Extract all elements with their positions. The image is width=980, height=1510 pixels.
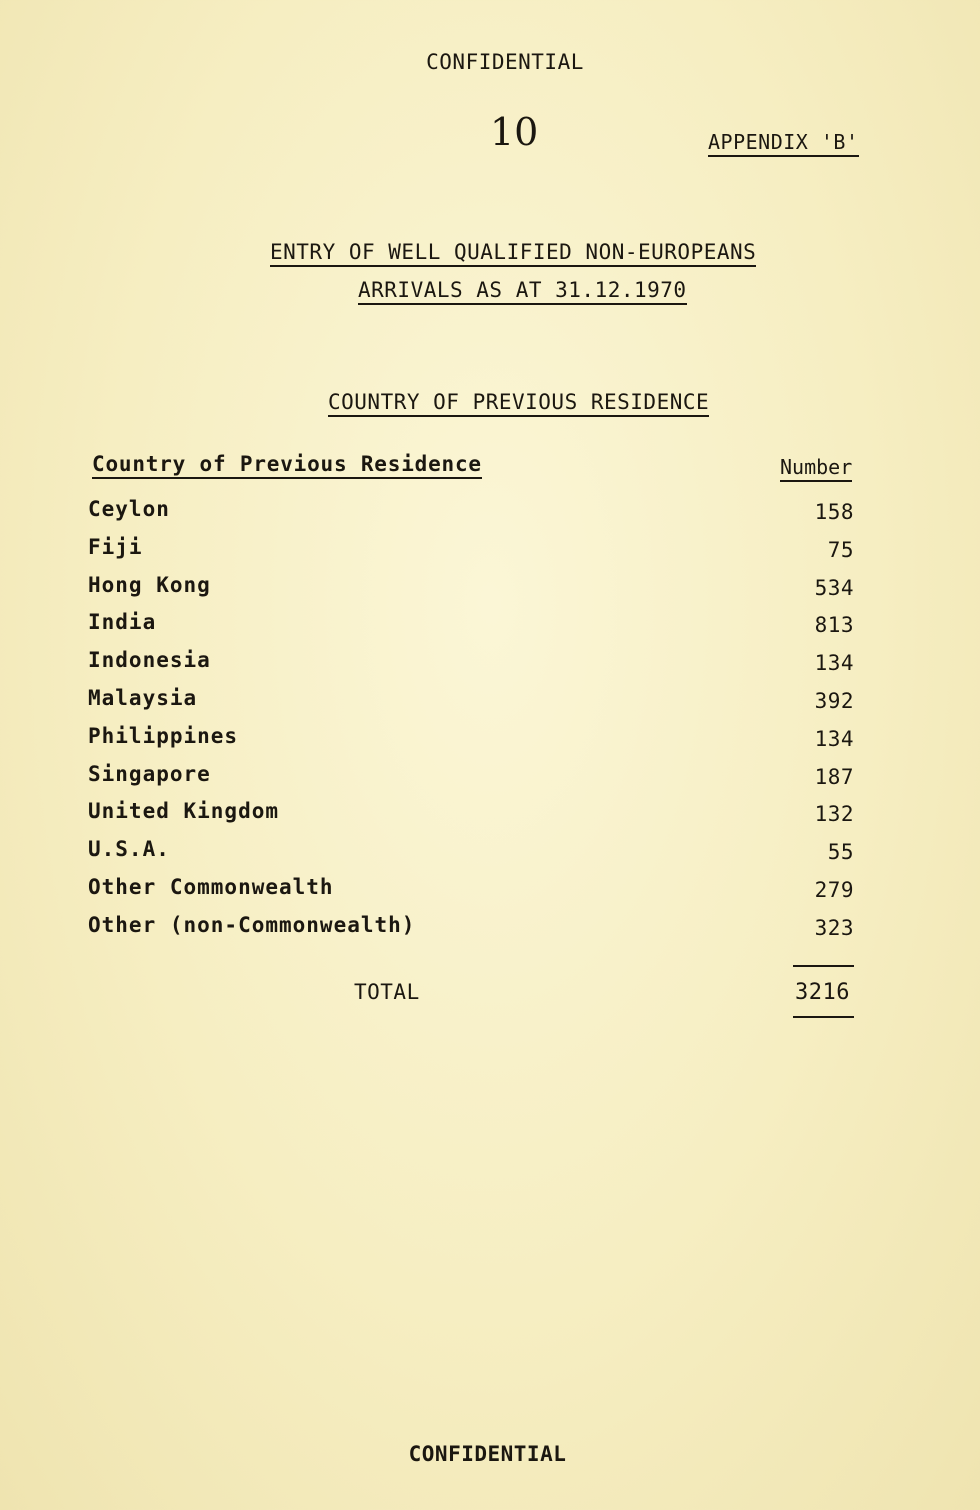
number-cell: 132 <box>814 802 854 827</box>
country-cell: Other (non-Commonwealth) <box>88 912 416 937</box>
number-cell: 134 <box>814 726 854 751</box>
total-value: 3216 <box>795 980 850 1005</box>
table-row <box>88 610 858 648</box>
page-number: 10 <box>490 110 539 154</box>
table-row <box>88 648 858 686</box>
section-title: COUNTRY OF PREVIOUS RESIDENCE <box>328 390 709 417</box>
number-cell: 75 <box>827 537 854 562</box>
table-row <box>88 799 858 837</box>
country-cell: Fiji <box>88 534 143 559</box>
table-row <box>88 573 858 611</box>
number-cell: 187 <box>814 764 854 789</box>
table-row <box>88 762 858 800</box>
number-cell: 55 <box>827 840 854 865</box>
table-row <box>88 913 858 951</box>
country-cell: Indonesia <box>88 648 211 673</box>
appendix-label: APPENDIX 'B' <box>708 130 859 157</box>
column-header-number: Number <box>780 455 852 482</box>
document-title-line2: ARRIVALS AS AT 31.12.1970 <box>358 278 687 305</box>
total-rule-top <box>793 965 854 967</box>
column-header-country: Country of Previous Residence <box>92 452 482 479</box>
document-title-line1: ENTRY OF WELL QUALIFIED NON-EUROPEANS <box>270 240 756 267</box>
total-label: TOTAL <box>354 980 420 1004</box>
number-cell: 534 <box>814 575 854 600</box>
total-rule-bottom <box>793 1016 854 1018</box>
country-cell: Hong Kong <box>88 572 211 597</box>
residence-table <box>88 497 858 951</box>
number-cell: 134 <box>814 651 854 676</box>
country-cell: Philippines <box>88 723 239 748</box>
header-classification: CONFIDENTIAL <box>426 50 584 74</box>
country-cell: United Kingdom <box>88 799 280 824</box>
number-cell: 323 <box>814 915 854 940</box>
country-cell: Ceylon <box>88 497 170 521</box>
number-cell: 158 <box>814 500 854 524</box>
number-cell: 279 <box>814 877 854 902</box>
country-cell: U.S.A. <box>88 837 170 862</box>
country-cell: India <box>88 610 157 635</box>
table-row <box>88 837 858 875</box>
footer-classification: CONFIDENTIAL <box>408 1442 567 1466</box>
country-cell: Singapore <box>88 761 211 786</box>
country-cell: Malaysia <box>88 685 198 710</box>
number-cell: 392 <box>814 688 854 713</box>
table-row <box>88 535 858 573</box>
table-row <box>88 497 858 535</box>
table-row <box>88 724 858 762</box>
number-cell: 813 <box>814 613 854 638</box>
table-row <box>88 686 858 724</box>
country-cell: Other Commonwealth <box>88 874 334 899</box>
table-row <box>88 875 858 913</box>
